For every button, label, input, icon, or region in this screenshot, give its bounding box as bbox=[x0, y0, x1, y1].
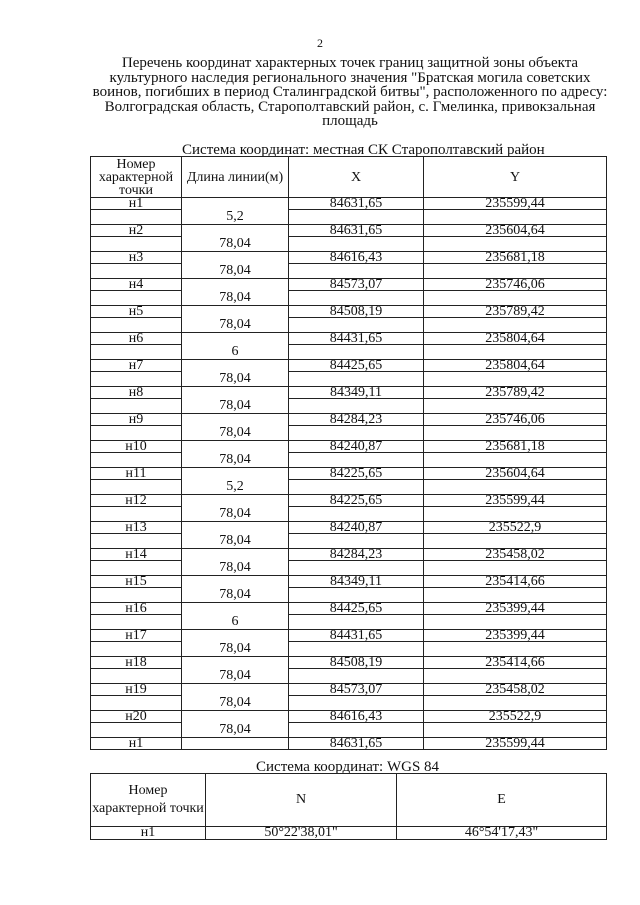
line-length-cell: 78,04 bbox=[182, 696, 289, 711]
y-coordinate-cell: 235681,18 bbox=[424, 252, 607, 264]
x-coordinate-cell: 84240,87 bbox=[289, 522, 424, 534]
line-length-cell: 78,04 bbox=[182, 453, 289, 468]
table-row bbox=[91, 333, 607, 345]
table-header-row bbox=[91, 157, 607, 198]
point-number-cell: н17 bbox=[91, 630, 182, 642]
line-length-empty-cell bbox=[182, 522, 289, 534]
table-row bbox=[91, 711, 607, 723]
table-row bbox=[91, 198, 607, 210]
y-coordinate-cell: 235599,44 bbox=[424, 495, 607, 507]
x-coordinate-cell: 84631,65 bbox=[289, 198, 424, 210]
y-coordinate-cell: 235681,18 bbox=[424, 441, 607, 453]
line-length-empty-cell bbox=[182, 333, 289, 345]
y-coordinate-cell: 235414,66 bbox=[424, 576, 607, 588]
point-number-cell: н10 bbox=[91, 441, 182, 453]
y-coordinate-cell: 235789,42 bbox=[424, 306, 607, 318]
y-coordinate-cell: 235604,64 bbox=[424, 225, 607, 237]
y-coordinate-cell: 235399,44 bbox=[424, 630, 607, 642]
table-row bbox=[91, 252, 607, 264]
line-length-cell: 5,2 bbox=[182, 210, 289, 225]
y-coordinate-cell: 235804,64 bbox=[424, 360, 607, 372]
y-coordinate-cell: 235414,66 bbox=[424, 657, 607, 669]
line-length-empty-cell bbox=[182, 279, 289, 291]
header-y: Y bbox=[424, 157, 607, 198]
line-length-empty-cell bbox=[182, 468, 289, 480]
table-row bbox=[91, 495, 607, 507]
x-coordinate-cell: 84508,19 bbox=[289, 657, 424, 669]
table-row bbox=[91, 414, 607, 426]
line-length-cell: 78,04 bbox=[182, 642, 289, 657]
table-row bbox=[91, 603, 607, 615]
line-length-cell: 78,04 bbox=[182, 534, 289, 549]
y-coordinate-cell: 235789,42 bbox=[424, 387, 607, 399]
x-coordinate-cell: 84225,65 bbox=[289, 495, 424, 507]
line-length-empty-cell bbox=[182, 738, 289, 750]
x-coordinate-cell: 84631,65 bbox=[289, 225, 424, 237]
line-length-empty-cell bbox=[182, 441, 289, 453]
y-coordinate-cell: 235804,64 bbox=[424, 333, 607, 345]
y-coordinate-cell: 235604,64 bbox=[424, 468, 607, 480]
point-number-cell: н6 bbox=[91, 333, 182, 345]
x-coordinate-cell: 84431,65 bbox=[289, 333, 424, 345]
line-length-empty-cell bbox=[182, 198, 289, 210]
y-coordinate-cell: 235458,02 bbox=[424, 549, 607, 561]
x-coordinate-cell: 84284,23 bbox=[289, 414, 424, 426]
table-row bbox=[91, 827, 607, 840]
x-coordinate-cell: 84349,11 bbox=[289, 576, 424, 588]
header-x: X bbox=[289, 157, 424, 198]
line-length-cell: 78,04 bbox=[182, 291, 289, 306]
point-number-cell: н1 bbox=[91, 827, 206, 840]
point-number-cell: н16 bbox=[91, 603, 182, 615]
point-number-cell: н2 bbox=[91, 225, 182, 237]
point-number-cell: н15 bbox=[91, 576, 182, 588]
table-row bbox=[91, 387, 607, 399]
table-row bbox=[91, 306, 607, 318]
latitude-cell: 50°22'38,01" bbox=[206, 827, 397, 840]
x-coordinate-cell: 84508,19 bbox=[289, 306, 424, 318]
y-coordinate-cell: 235522,9 bbox=[424, 522, 607, 534]
line-length-cell: 78,04 bbox=[182, 426, 289, 441]
point-number-cell: н8 bbox=[91, 387, 182, 399]
line-length-empty-cell bbox=[182, 306, 289, 318]
header-e: E bbox=[397, 774, 607, 827]
line-length-cell: 78,04 bbox=[182, 669, 289, 684]
table-row bbox=[91, 657, 607, 669]
header-n: N bbox=[206, 774, 397, 827]
table-row bbox=[91, 225, 607, 237]
table-row bbox=[91, 279, 607, 291]
y-coordinate-cell: 235522,9 bbox=[424, 711, 607, 723]
point-number-cell: н1 bbox=[91, 198, 182, 210]
point-number-cell: н14 bbox=[91, 549, 182, 561]
table-row bbox=[91, 630, 607, 642]
y-coordinate-cell: 235399,44 bbox=[424, 603, 607, 615]
x-coordinate-cell: 84573,07 bbox=[289, 684, 424, 696]
table-row bbox=[91, 441, 607, 453]
x-coordinate-cell: 84425,65 bbox=[289, 360, 424, 372]
line-length-cell: 78,04 bbox=[182, 372, 289, 387]
point-number-cell: н1 bbox=[91, 738, 182, 750]
x-coordinate-cell: 84616,43 bbox=[289, 252, 424, 264]
table-row bbox=[91, 738, 607, 750]
longitude-cell: 46°54'17,43" bbox=[397, 827, 607, 840]
point-number-cell: н18 bbox=[91, 657, 182, 669]
y-coordinate-cell: 235746,06 bbox=[424, 414, 607, 426]
point-number-cell: н11 bbox=[91, 468, 182, 480]
line-length-empty-cell bbox=[182, 549, 289, 561]
line-length-cell: 78,04 bbox=[182, 723, 289, 738]
x-coordinate-cell: 84431,65 bbox=[289, 630, 424, 642]
line-length-empty-cell bbox=[182, 657, 289, 669]
x-coordinate-cell: 84225,65 bbox=[289, 468, 424, 480]
point-number-cell: н3 bbox=[91, 252, 182, 264]
line-length-empty-cell bbox=[182, 711, 289, 723]
line-length-empty-cell bbox=[182, 576, 289, 588]
point-number-cell: н9 bbox=[91, 414, 182, 426]
x-coordinate-cell: 84631,65 bbox=[289, 738, 424, 750]
x-coordinate-cell: 84240,87 bbox=[289, 441, 424, 453]
point-number-cell: н20 bbox=[91, 711, 182, 723]
line-length-empty-cell bbox=[182, 360, 289, 372]
point-number-cell: н13 bbox=[91, 522, 182, 534]
document-title: Перечень координат характерных точек границ защитной зоны объекта культурного наследия регионального значения "Братская могила советских воинов, погибших в период Сталинградской битвы", расположенного по адресу: Волгоградская область, Старополтавский район, с. Гмелинка, привокзальная площадь bbox=[92, 55, 608, 129]
point-number-cell: н7 bbox=[91, 360, 182, 372]
table-row bbox=[91, 360, 607, 372]
header-line-length: Длина линии(м) bbox=[182, 157, 289, 198]
header-point-number: Номер характерной точки bbox=[91, 774, 206, 827]
y-coordinate-cell: 235599,44 bbox=[424, 738, 607, 750]
line-length-empty-cell bbox=[182, 684, 289, 696]
line-length-cell: 78,04 bbox=[182, 237, 289, 252]
y-coordinate-cell: 235458,02 bbox=[424, 684, 607, 696]
line-length-cell: 78,04 bbox=[182, 318, 289, 333]
line-length-empty-cell bbox=[182, 603, 289, 615]
x-coordinate-cell: 84616,43 bbox=[289, 711, 424, 723]
line-length-cell: 78,04 bbox=[182, 588, 289, 603]
line-length-cell: 6 bbox=[182, 615, 289, 630]
y-coordinate-cell: 235599,44 bbox=[424, 198, 607, 210]
x-coordinate-cell: 84425,65 bbox=[289, 603, 424, 615]
table-row bbox=[91, 549, 607, 561]
table-row bbox=[91, 468, 607, 480]
line-length-empty-cell bbox=[182, 387, 289, 399]
point-number-cell: н5 bbox=[91, 306, 182, 318]
table-row bbox=[91, 684, 607, 696]
line-length-empty-cell bbox=[182, 252, 289, 264]
line-length-empty-cell bbox=[182, 225, 289, 237]
line-length-empty-cell bbox=[182, 495, 289, 507]
y-coordinate-cell: 235746,06 bbox=[424, 279, 607, 291]
table-header-row bbox=[91, 774, 607, 827]
line-length-cell: 6 bbox=[182, 345, 289, 360]
line-length-empty-cell bbox=[182, 630, 289, 642]
wgs84-coordinates-table bbox=[90, 773, 607, 840]
x-coordinate-cell: 84284,23 bbox=[289, 549, 424, 561]
header-point-number: Номер характерной точки bbox=[91, 157, 182, 198]
line-length-cell: 5,2 bbox=[182, 480, 289, 495]
point-number-cell: н12 bbox=[91, 495, 182, 507]
local-coordinates-table bbox=[90, 156, 607, 750]
coordinate-system-label-local: Система координат: местная СК Старополтавский район bbox=[182, 142, 545, 158]
page-number: 2 bbox=[317, 36, 323, 50]
line-length-cell: 78,04 bbox=[182, 507, 289, 522]
line-length-cell: 78,04 bbox=[182, 561, 289, 576]
table-row bbox=[91, 522, 607, 534]
point-number-cell: н19 bbox=[91, 684, 182, 696]
x-coordinate-cell: 84573,07 bbox=[289, 279, 424, 291]
line-length-cell: 78,04 bbox=[182, 264, 289, 279]
table-row bbox=[91, 576, 607, 588]
x-coordinate-cell: 84349,11 bbox=[289, 387, 424, 399]
coordinate-system-label-wgs84: Система координат: WGS 84 bbox=[256, 759, 440, 775]
point-number-cell: н4 bbox=[91, 279, 182, 291]
line-length-empty-cell bbox=[182, 414, 289, 426]
line-length-cell: 78,04 bbox=[182, 399, 289, 414]
